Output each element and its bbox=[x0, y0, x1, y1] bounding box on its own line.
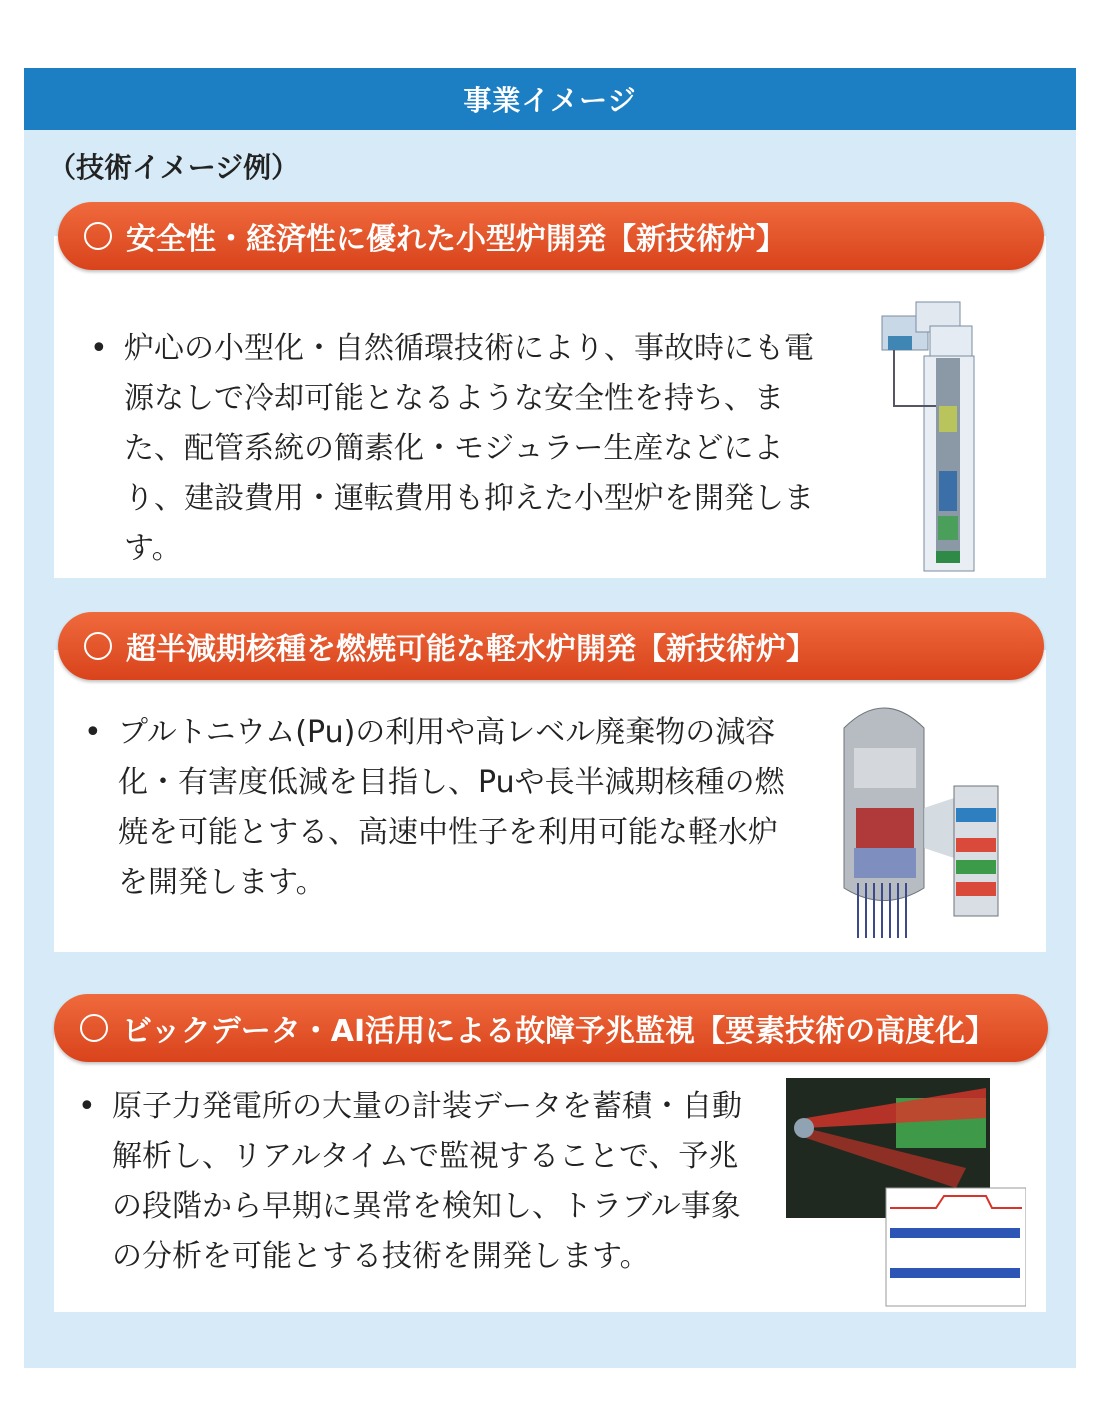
section-text-small-reactor: • 炉心の小型化・自然循環技術により、事故時にも電源なしで冷却可能となるような安全性を持ち、また、配管系統の簡素化・モジュラー生産などにより、建設費用・運転費用も抑えた小型炉を開発します。 bbox=[124, 324, 814, 574]
circle-icon bbox=[84, 632, 112, 660]
section-title-small-reactor: 安全性・経済性に優れた小型炉開発【新技術炉】 bbox=[58, 202, 1044, 270]
business-image-panel bbox=[24, 68, 1076, 1368]
section-card-bigdata bbox=[54, 1030, 1046, 1312]
tech-example-subtitle: （技術イメージ例） bbox=[48, 151, 300, 184]
section-text-lwr: • プルトニウム(Pu)の利用や高レベル廃棄物の減容化・有害度低減を目指し、Puや長半減期核種の燃焼を可能とする、高速中性子を利用可能な軽水炉を開発します。 bbox=[118, 708, 798, 908]
light-water-reactor-diagram bbox=[824, 688, 1014, 948]
bullet-dot: • bbox=[78, 1089, 96, 1124]
small-reactor-diagram bbox=[854, 296, 994, 576]
section-title-bigdata: ビックデータ・AI活用による故障予兆監視【要素技術の高度化】 bbox=[54, 994, 1048, 1062]
section-title-lwr: 超半減期核種を燃焼可能な軽水炉開発【新技術炉】 bbox=[58, 612, 1044, 680]
monitoring-screen-image bbox=[786, 1078, 1026, 1308]
circle-icon bbox=[80, 1014, 108, 1042]
section-text-bigdata: • 原子力発電所の大量の計装データを蓄積・自動解析し、リアルタイムで監視することで、予兆の段階から早期に異常を検知し、トラブル事象の分析を可能とする技術を開発します。 bbox=[112, 1082, 762, 1282]
section-card-small-reactor bbox=[54, 236, 1046, 578]
bullet-dot: • bbox=[90, 331, 108, 366]
section-card-lwr bbox=[54, 650, 1046, 952]
panel-header: 事業イメージ bbox=[24, 68, 1076, 130]
circle-icon bbox=[84, 222, 112, 250]
bullet-dot: • bbox=[84, 715, 102, 750]
